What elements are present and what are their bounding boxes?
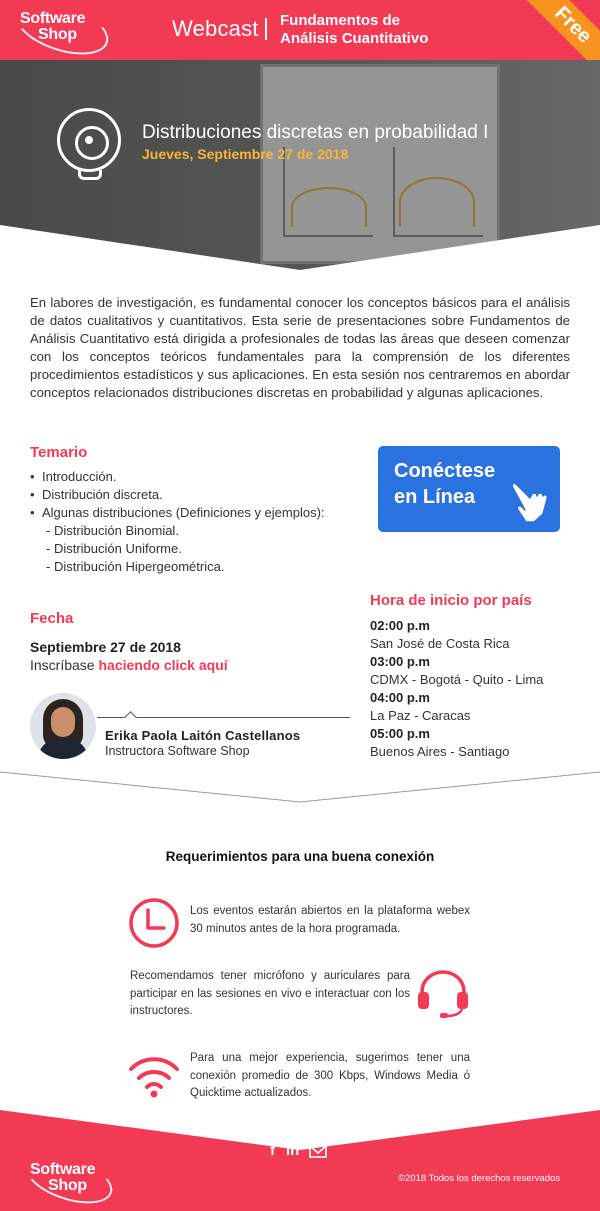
connect-online-button[interactable] bbox=[378, 446, 560, 532]
session-title: Distribuciones discretas en probabilidad I bbox=[142, 122, 489, 143]
hora-time: 05:00 p.m bbox=[370, 726, 430, 741]
hora-time: 02:00 p.m bbox=[370, 618, 430, 633]
temario-subitem: - Distribución Binomial. bbox=[46, 523, 179, 538]
instructor-role: Instructora Software Shop bbox=[105, 744, 250, 758]
fecha-date: Septiembre 27 de 2018 bbox=[30, 639, 181, 655]
webcast-label: Webcast bbox=[172, 16, 259, 41]
requirement-text: Los eventos estarán abiertos en la plataforma webex 30 minutos antes de la hora programada. bbox=[190, 905, 470, 935]
logo-line1: Software bbox=[30, 1161, 96, 1178]
temario-title: Temario bbox=[30, 444, 88, 461]
temario-item: • Distribución discreta. bbox=[30, 486, 352, 504]
cta-line2: en Línea bbox=[394, 486, 476, 508]
footer-top-cut bbox=[0, 1110, 600, 1150]
header-divider bbox=[265, 18, 267, 40]
register-link[interactable]: haciendo click aquí bbox=[98, 657, 228, 673]
course-title-line2: Análisis Cuantitativo bbox=[280, 30, 429, 47]
temario-item: • Algunas distribuciones (Definiciones y ejemplos): bbox=[30, 504, 352, 522]
instructor-avatar bbox=[30, 693, 96, 759]
logo-swoosh bbox=[9, 0, 115, 60]
hora-time: 03:00 p.m bbox=[370, 654, 430, 669]
intro-paragraph: En labores de investigación, es fundamental conocer los conceptos básicos para el análisis de datos cualitativos y cuantitativos. Esta serie de presentaciones sobre Fundamentos de Análisis Cuantitativo está dirigida a profesionales de todas las áreas que deseen comenzar con los conceptos teóricos fundamentales para la comprensión de los diferentes procedimientos estadísticos y sus aplicaciones. En esta sesión nos centraremos en abordar conceptos relacionados distribuciones discretas en probabilidad y algunas aplicaciones. bbox=[30, 295, 570, 400]
temario-list bbox=[30, 468, 352, 576]
requirements-title: Requerimientos para una buena conexión bbox=[165, 849, 435, 864]
instructor-divider-notch bbox=[124, 711, 137, 724]
avatar-face bbox=[51, 707, 75, 737]
hora-time: 04:00 p.m bbox=[370, 690, 430, 705]
hora-places: La Paz - Caracas bbox=[370, 708, 471, 723]
temario-subitem: - Distribución Hipergeométrica. bbox=[46, 559, 225, 574]
headset-icon bbox=[414, 968, 472, 1020]
instructor-name: Erika Paola Laitón Castellanos bbox=[105, 728, 301, 743]
header bbox=[0, 0, 600, 60]
session-date: Jueves, Septiembre 27 de 2018 bbox=[142, 146, 349, 162]
register-line bbox=[30, 657, 228, 673]
hora-places: Buenos Aires - Santiago bbox=[370, 744, 510, 759]
linkedin-icon[interactable]: in bbox=[286, 1142, 300, 1159]
webcam-icon bbox=[57, 108, 121, 172]
hora-places: CDMX - Bogotá - Quito - Lima bbox=[370, 672, 544, 687]
register-prefix: Inscríbase bbox=[30, 657, 99, 673]
hero-banner bbox=[0, 60, 600, 270]
pointing-hand-icon bbox=[510, 480, 550, 524]
course-title bbox=[280, 12, 428, 48]
copyright: ©2018 Todos los derechos reservados bbox=[398, 1173, 561, 1184]
logo-swoosh bbox=[20, 1145, 119, 1211]
hora-places: San José de Costa Rica bbox=[370, 636, 510, 651]
logo-line1: Software bbox=[20, 10, 86, 27]
cta-line1: Conéctese bbox=[394, 460, 496, 482]
footer bbox=[0, 1110, 600, 1211]
hora-list bbox=[370, 617, 570, 761]
logo-line2: Shop bbox=[38, 26, 77, 43]
temario-item: • Introducción. bbox=[30, 468, 352, 486]
webcam-stand bbox=[78, 170, 102, 180]
wifi-icon bbox=[128, 1053, 180, 1099]
footer-logo[interactable] bbox=[30, 1162, 95, 1194]
temario-subitem: - Distribución Uniforme. bbox=[46, 541, 182, 556]
software-shop-logo[interactable] bbox=[20, 11, 85, 43]
mail-icon[interactable] bbox=[309, 1145, 327, 1158]
section-divider bbox=[0, 770, 600, 810]
course-title-line1: Fundamentos de bbox=[280, 12, 401, 29]
fecha-title: Fecha bbox=[30, 610, 74, 627]
requirement-text: Para una mejor experiencia, sugerimos tener una conexión promedio de 300 Kbps, Windows Media ó Quicktime actualizados. bbox=[190, 1052, 470, 1099]
requirement-text: Recomendamos tener micrófono y auriculares para participar en las sesiones en vivo e interactuar con los instructores. bbox=[130, 970, 410, 1017]
hora-title: Hora de inicio por país bbox=[370, 592, 532, 609]
clock-icon bbox=[128, 897, 180, 949]
free-badge: Free bbox=[524, 0, 600, 60]
facebook-icon[interactable]: f bbox=[270, 1142, 275, 1159]
logo-line2: Shop bbox=[48, 1177, 87, 1194]
